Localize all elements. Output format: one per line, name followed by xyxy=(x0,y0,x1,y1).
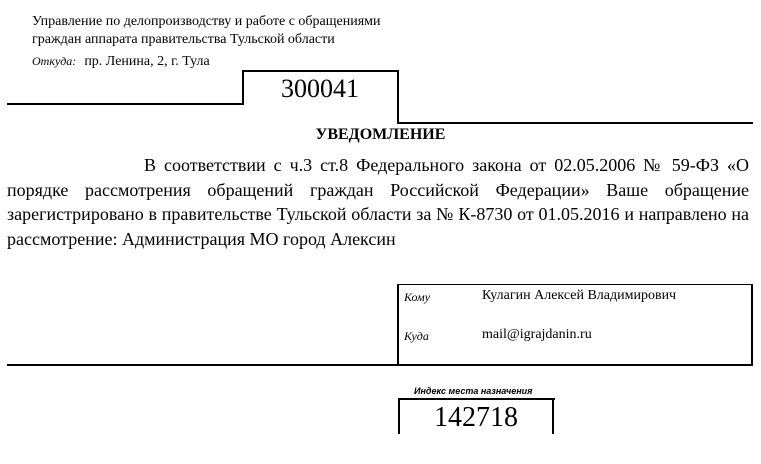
postcode-box-right-border xyxy=(397,70,399,124)
sender-postcode: 300041 xyxy=(281,74,359,103)
destination-postcode-label: Индекс места назначения xyxy=(414,386,533,396)
to-label: Кому xyxy=(404,290,431,304)
where-address: mail@igrajdanin.ru xyxy=(482,327,592,342)
to-name: Кулагин Алексей Владимирович xyxy=(482,288,677,303)
sender-org-line-1: Управление по делопроизводству и работе с обращениями xyxy=(32,14,381,29)
sender-org-line-2: граждан аппарата правительства Тульской области xyxy=(32,32,335,47)
recipient-block-left-border xyxy=(397,284,399,366)
recipient-block-right-border xyxy=(751,284,753,366)
sender-organization xyxy=(32,13,381,49)
destination-box-top-border xyxy=(398,398,555,400)
from-label: Откуда: xyxy=(32,54,77,68)
top-rule-left xyxy=(7,103,244,105)
bottom-rule xyxy=(7,364,753,366)
recipient-block-top-rule xyxy=(398,284,753,285)
top-rule-right xyxy=(397,122,753,124)
notice-title: УВЕДОМЛЕНИЕ xyxy=(315,126,446,143)
destination-postcode: 142718 xyxy=(434,402,518,433)
where-label: Куда xyxy=(404,329,429,343)
from-address: пр. Ленина, 2, г. Тула xyxy=(84,54,210,69)
notice-body: В соответствии с ч.3 ст.8 Федерального закона от 02.05.2006 № 59-ФЗ «О порядке рассмотрения обращений граждан Российской Федерации» Ваше обращение зарегистрировано в правительстве Тульской области за № К-8730 от 01.05.2016 и направлено на рассмотрение: Администрация МО город Алексин xyxy=(7,155,749,249)
from-row xyxy=(32,52,210,71)
